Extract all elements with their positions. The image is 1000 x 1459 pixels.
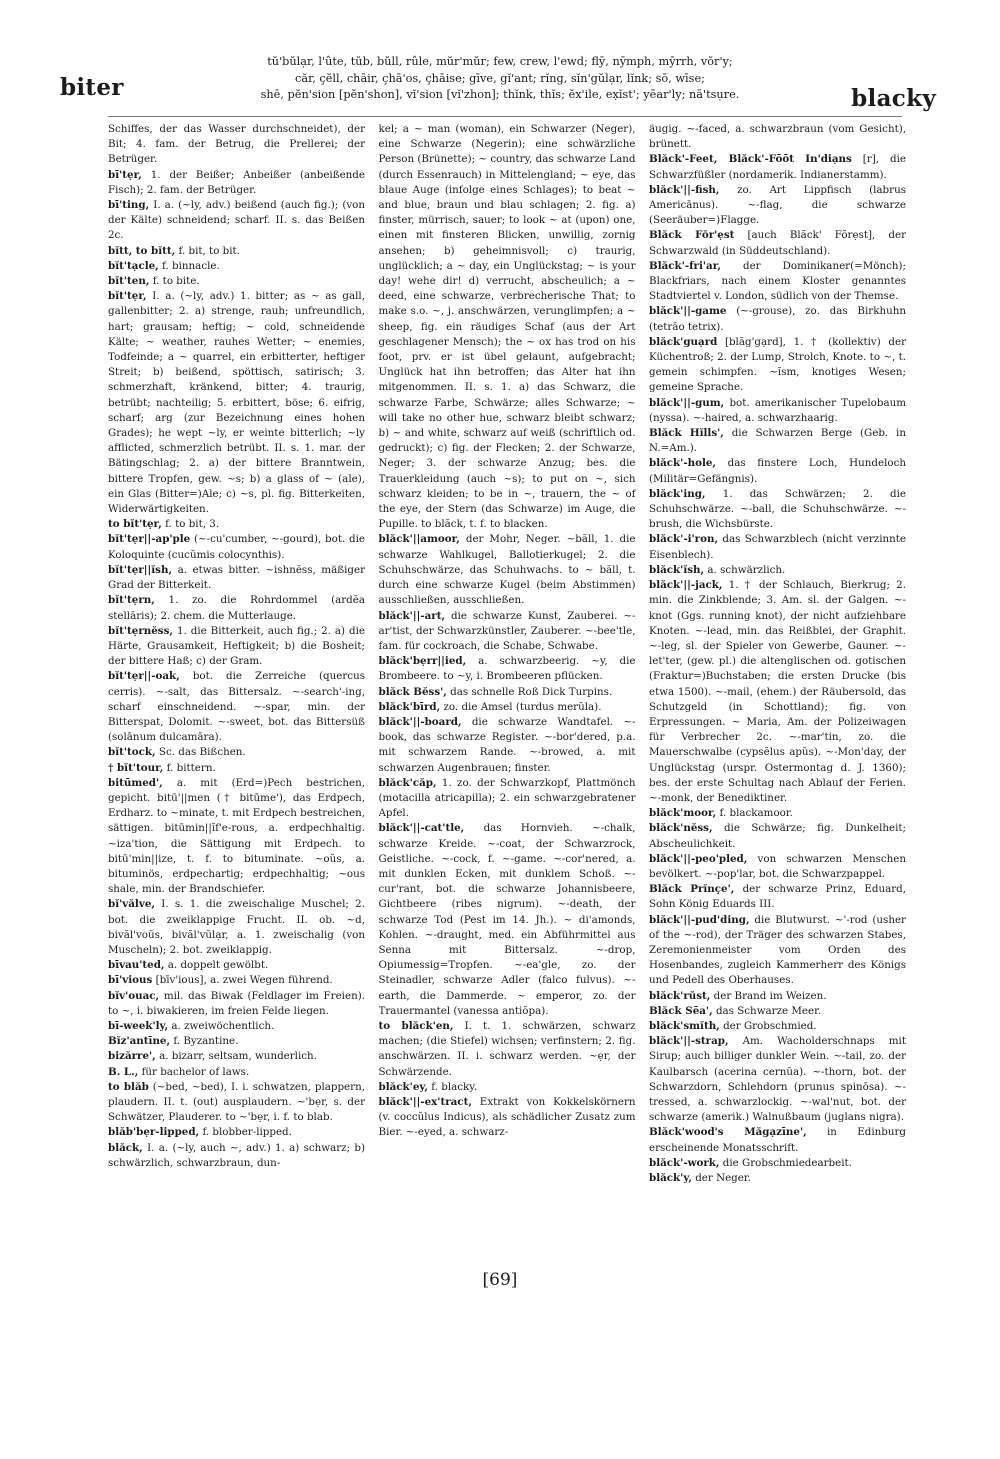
entry-definition: a. bizarr, seltsam, wunderlich. (159, 1050, 317, 1063)
dictionary-entry (379, 654, 636, 684)
entry-headword: bĭt'tẹr||-ap'ple (108, 533, 191, 546)
entry-headword: Blăck Sēa', (649, 1004, 713, 1017)
entry-definition: 1. der Beißer; Anbeißer (anbeißende Fisch); 2. fam. der Betrüger. (108, 168, 365, 196)
entry-headword: bĭt'tẹrn, (108, 594, 155, 607)
entry-headword: blăck'||amoor, (378, 533, 460, 546)
dictionary-entry (108, 958, 365, 973)
dictionary-entry (108, 776, 365, 898)
entry-headword: blăck, (108, 1141, 143, 1154)
dictionary-entry (108, 517, 365, 532)
page-number: [69] (482, 1270, 518, 1290)
entry-definition: mil. das Biwak (Feldlager im Freien). to ~, i. biwakieren, im freien Felde liegen. (108, 989, 365, 1017)
dictionary-entry (108, 122, 365, 168)
entry-definition: das schnelle Roß Dick Turpins. (450, 685, 613, 698)
entry-headword: to blăb (108, 1080, 149, 1093)
entry-definition: f. Byzantine. (173, 1035, 239, 1048)
entry-definition: f. blobber-lipped. (202, 1126, 292, 1139)
entry-definition: I. t. 1. schwärzen, schwarz machen; (die Stiefel) wichsen; verfinstern; 2. fig. anschwärzen. II. i. schwarz werden. ~ẹr, der Schwärzende. (378, 1019, 636, 1078)
column-right (649, 122, 906, 1262)
dictionary-entry (649, 456, 906, 486)
entry-headword: Blăck'-Feet, Blăck'-Fōōt In'diạns (649, 153, 852, 166)
entry-headword: blăck'ey, (378, 1080, 428, 1093)
entry-headword: bĭt'tock, (108, 746, 156, 759)
entry-headword: blăck'||-art, (378, 609, 446, 622)
entry-definition: die Grobschmiedearbeit. (722, 1156, 852, 1169)
dictionary-entry (108, 1065, 365, 1080)
entry-definition: das Hornvieh. ~-chalk, schwarze Kreide. ~-coat, der Schwarzrock, Geistliche. ~-cock, f. ~-game. ~-cor'nered, a. mit dunklen Ecken, mit dunklem Schoß. ~-cur'rant, bot. die schwarze Johannisbeere, Gichtbeere (ribes nigrum). ~-death, der schwarze Tod (Pest im 14. Jh.). ~ di'amonds, Kohlen. ~-draught, med. ein Abführmittel aus Senna mit Bittersalz. ~-drop, Opiumessig=Tropfen. ~-ea'gle, zo. der Steinadler, schwarze Adler (falco fulvus). ~-earth, die Dammerde. ~ emperor, zo. der Trauermantel (vanessa antiŏpa). (378, 822, 636, 1017)
entry-definition: das Schwarzblech (nicht verzinnte Eisenblech). (649, 533, 906, 561)
entry-definition: die Schwärze; fig. Dunkelheit; Abscheulichkeit. (649, 822, 906, 850)
entry-headword: bĭt'tẹr||-oak, (108, 670, 180, 683)
dictionary-entry (649, 183, 906, 229)
entry-headword: bĭt'ten, (108, 275, 150, 288)
entry-definition: f. bittern. (166, 761, 216, 774)
dictionary-entry (108, 563, 365, 593)
entry-headword: blăck'căp, (378, 776, 437, 789)
entry-definition: f. bit, to bit. (178, 244, 240, 257)
entry-definition: [r], die Schwarzfüßler (nordamerik. Indianerstamm). (649, 153, 906, 181)
entry-definition: der schwarze Prinz, Eduard, Sohn König Eduards III. (649, 883, 906, 911)
entry-headword: blăck'-hole, (649, 457, 717, 470)
dictionary-entry (108, 745, 365, 760)
entry-headword: Blăck'-fri'ar, (649, 259, 721, 272)
dictionary-entry (108, 168, 365, 198)
entry-headword: blăck'||-jack, (649, 579, 723, 592)
dictionary-entry (379, 122, 636, 532)
entry-headword: blăck'ĭsh, (649, 563, 705, 576)
dictionary-entry (108, 593, 365, 623)
dictionary-entry (379, 821, 636, 1019)
entry-definition: [blăg'gạrd], 1. † (kollektiv) der Küchentroß; 2. der Lump, Strolch, Knote. to ~, t. gemein schimpfen. ~ĭsm, knotiges Wesen; gemeine Sprache. (649, 335, 906, 394)
dictionary-entry (649, 1019, 906, 1034)
entry-definition: bot. amerikanischer Tupelobaum (nyssa). ~-haired, a. schwarzhaarig. (649, 396, 906, 424)
entry-headword: bizărre', (108, 1050, 156, 1063)
entry-headword: bī'vious (108, 974, 153, 987)
entry-headword: blăck'ing, (649, 487, 706, 500)
entry-definition: Extrakt von Kokkelskörnern (v. coccŭlus Indicus), als schädlicher Zusatz zum Bier. ~-eyed, a. schwarz- (378, 1096, 636, 1139)
dictionary-entry (649, 396, 906, 426)
entry-headword: blăck'||-peo'pled, (649, 852, 748, 865)
pronunciation-key-line: shē, pĕn'sion [pĕn'shon], vĭ'sion [vĭ'zhon]; thĭnk, thĭs; ĕx'ile, ex̣ĭst'; yēar'ly; nā'tsụre. (260, 88, 740, 101)
entry-headword: B. L., (108, 1065, 139, 1078)
entry-headword: blăck'bẹrr||ied, (378, 655, 467, 668)
dictionary-entry (649, 1156, 906, 1171)
entry-headword: bĭv'ouac, (108, 989, 160, 1002)
entry-headword: bīvau'ted, (108, 959, 165, 972)
dictionary-entry (108, 198, 365, 244)
entry-definition: kel; a ~ man (woman), ein Schwarzer (Neger), eine Schwarze (Negerin); eine schwärzliche Person (Brünette); ~ country, das schwarze Land (durch Essenrauch) in Mittelengland; ~ eye, das blaue Auge (infolge eines Schlages); to beat ~ and blue, braun und blau schlagen; 2. fig. a) finster, mürrisch, sauer; to look ~ at (upon) one, einen mit finsteren Blicken, unwillig, zornig ansehen; b) geheimnisvoll; c) traurig, unglücklich; a ~ day, ein Unglückstag; ~ is your day! wehe dir! d) verrucht, abscheulich; a ~ deed, eine schwarze, verbrecherische That; to make s.o. ~, j. anschwärzen, verunglimpfen; a ~ sheep, fig. ein räudiges Schaf (aus der Art geschlagener Mensch); the ~ ox has trod on his foot, prv. er ist übel gelaunt, aufgebracht; Unglück hat ihn betroffen; das Alter hat ihn mitgenommen. II. s. 1. a) das Schwarz, die schwarze Farbe, Schwärze; alles Schwarze; ~ will take no other hue, schwarz bleibt schwarz; b) ~ and white, schwarz auf weiß (schriftlich od. gedruckt); c) fig. der Flecken; 2. der Schwarze, Neger; 3. der schwarze Anzug; bes. die Trauerkleidung (auch ~s); to put on ~, sich schwarz kleiden; to be in ~, trauern, the ~ of the eye, der Stern (das Schwarze) im Auge, die Pupille. to blăck, t. f. to blacken. (378, 123, 636, 531)
dictionary-entry (649, 1171, 906, 1186)
entry-definition: das finstere Loch, Hundeloch (Militär=Gefängnis). (649, 457, 906, 485)
entry-definition: 1. zo. die Rohrdommel (ardĕa stellāris); 2. chem. die Mutterlauge. (108, 594, 365, 622)
dictionary-entry (108, 1141, 365, 1171)
entry-definition: (~-grouse), zo. das Birkhuhn (tetrāo tetrix). (649, 305, 906, 333)
dictionary-entry (649, 487, 906, 533)
entry-headword: blăck'||-board, (378, 715, 462, 728)
entry-definition: [bīv'ious], a. zwei Wegen führend. (155, 974, 333, 987)
dictionary-entry (379, 1019, 636, 1080)
entry-headword: blăck'-i'ron, (649, 533, 719, 546)
entry-definition: I. a. (~ly, adv.) 1. bitter; as ~ as gall, gallenbitter; 2. a) strenge, rauh; unfreundlich, hart; grausam; heftig; ~ cold, schneidende Kälte; ~ weather, rauhes Wetter; ~ enemies, Todfeinde; a ~ quarrel, ein erbitterter, heftiger Streit; b) beißend, spöttisch, satirisch; 3. schmerzhaft, kränkend, bitter; 4. traurig, betrübt; nachteilig; 5. erbittert, böse; 6. eifrig, scharf; arg (zur Bezeichnung eines hohen Grades); he wept ~ly, er weinte bitterlich; ~ly afflicted, schmerzlich betrübt. II. s. 1. mar. der Bätingschlag; 2. a) der bittere Branntwein, bittere Tropfen, gew. ~s; b) a glass of ~ (ale), ein Glas (Bitter=)Ale; c) ~s, pl. fig. Bitterkeiten, Widerwärtigkeiten. (108, 290, 365, 516)
entry-definition: Sc. das Bißchen. (158, 746, 246, 759)
entry-definition: das Schwarze Meer. (715, 1004, 822, 1017)
guide-word-right: blacky (851, 85, 936, 112)
entry-definition: die schwarze Wandtafel. ~-book, das schwarze Register. ~-bor'dered, p.a. mit schwarzem Rande. ~-browed, a. mit schwarzen Augenbrauen; finster. (378, 715, 636, 774)
entry-definition: der Brand im Weizen. (713, 989, 827, 1002)
dictionary-entry (379, 1095, 636, 1141)
dictionary-entry (649, 152, 906, 182)
dictionary-entry (379, 685, 636, 700)
entry-definition: a. etwas bitter. ~ishnĕss, mäßiger Grad der Bitterkeit. (108, 563, 365, 592)
entry-definition: I. a. (~ly, adv.) beißend (auch fig.); (von der Kälte) schneidend; scharf. II. s. das Beißen 2c. (108, 199, 365, 242)
pronunciation-key (210, 54, 790, 104)
entry-headword: blăck'smĭth, (649, 1019, 720, 1032)
column-left (108, 122, 365, 1262)
dictionary-entry (108, 989, 365, 1019)
entry-headword: bĭt'tẹr, (108, 290, 147, 303)
dictionary-entry (649, 821, 906, 851)
dictionary-entry (108, 532, 365, 562)
dictionary-entry (649, 563, 906, 578)
dictionary-entry (649, 913, 906, 989)
entry-headword: blăb'bẹr-lipped, (108, 1126, 200, 1139)
dictionary-entry (649, 578, 906, 806)
entry-definition: a. schwarzbeerig. ~y, die Brombeere. to ~y, i. Brombeeren pflücken. (378, 655, 636, 683)
dictionary-entry (649, 1034, 906, 1125)
entry-definition: a. zweiwöchentlich. (171, 1019, 275, 1032)
dictionary-entry (108, 289, 365, 517)
entry-headword: bĭt'tẹrnĕss, (108, 624, 173, 637)
entry-definition: die Schwarzen Berge (Geb. in N.=Am.). (649, 427, 906, 455)
column-middle (379, 122, 636, 1262)
entry-definition: (~-cu'cumber, ~-gourd), bot. die Koloquinte (cucŭmis colocynthis). (108, 533, 365, 561)
entry-headword: blăck'||-ex'tract, (378, 1096, 472, 1108)
header-rule (108, 116, 902, 117)
entry-headword: Blăck'wood's Măgạzīne', (649, 1126, 807, 1139)
dictionary-entry (649, 989, 906, 1004)
dictionary-entry (649, 532, 906, 562)
entry-definition: bot. die Zerreiche (quercus cerris). ~-salt, das Bittersalz. ~-search'-ing, scharf einschneidend. ~-spar, min. der Bitterspat, Dolomit. ~-sweet, bot. das Bittersüß (solānum dulcamāra). (108, 670, 365, 744)
entry-definition: 1. zo. der Schwarzkopf, Plattmönch (motacilla atricapilla); 2. ein schwarzgebratener Apfel. (378, 776, 636, 820)
entry-headword: blăck Bĕss', (378, 685, 447, 698)
entry-headword: Bĭz'antīne, (108, 1035, 171, 1048)
dictionary-entry (108, 624, 365, 670)
entry-definition: a. schwärzlich. (707, 563, 786, 576)
entry-headword: bitūmed', (108, 776, 163, 789)
entry-definition: von schwarzen Menschen bevölkert. ~-pop'lar, bot. die Schwarzpappel. (649, 852, 906, 880)
dictionary-entry (649, 806, 906, 821)
dictionary-entry (379, 1080, 636, 1095)
entry-headword: Blăck Hĭlls', (649, 427, 724, 440)
entry-headword: bĭtt, to bĭtt, (108, 244, 176, 257)
pronunciation-key-line: tŭ'bŭlạr, l'ûte, tŭb, bŭll, rûle, mŭr'mŭr; few, crew, l'ewd; flȳ, nȳmph, mȳrrh, vŏr'y; (267, 55, 733, 68)
entry-headword: Blăck Fŏr'ẹst (649, 229, 735, 242)
entry-headword: blăck'rŭst, (649, 989, 711, 1002)
entry-columns (108, 122, 906, 1262)
entry-definition: äugig. ~-faced, a. schwarzbraun (vom Gesicht), brünett. (649, 123, 906, 151)
dictionary-entry (108, 1080, 365, 1126)
entry-definition: f. to bite. (152, 275, 200, 288)
dictionary-entry (649, 304, 906, 334)
entry-headword: bĭt'tẹr||ĭsh, (108, 563, 173, 576)
dictionary-entry (108, 244, 365, 259)
entry-headword: Blăck Prĭnçe', (649, 883, 735, 896)
dictionary-entry (649, 259, 906, 305)
entry-definition: a. doppelt gewölbt. (167, 959, 269, 972)
entry-definition: a. mit (Erd=)Pech bestrichen, gepicht. bitū'||men († bitūme'), das Erdpech, Erdharz. to ~minate, t. mit Erdpech bestreichen, sättigen. bitūmin||ĭf'e-rous, a. erdpechhaltig. ~iza'tion, die Sättigung mit Erdpech. to bitū'min||ize, t. f. to bituminate. ~oŭs, a. bituminös, erdpechartig; erdpechhaltig; ~ous shale, min. der Brandschiefer. (108, 776, 365, 896)
entry-headword: bĭt'tạcle, (108, 259, 159, 272)
dictionary-entry (108, 1019, 365, 1034)
entry-definition: f. binnacle. (162, 259, 220, 272)
dictionary-entry (108, 669, 365, 745)
entry-definition: zo. Art Lippfisch (labrus Americānus). ~-flag, die schwarze (Seeräuber=)Flagge. (649, 183, 906, 227)
guide-word-left: biter (60, 74, 124, 101)
dictionary-entry (649, 335, 906, 396)
entry-headword: blăck'moor, (649, 807, 717, 820)
entry-definition: 1. die Bitterkeit, auch fig.; 2. a) die Härte, Grausamkeit, Heftigkeit; b) die Bosheit; der bittere Haß; c) der Gram. (108, 624, 365, 668)
entry-definition: in Edinburg erscheinende Monatsschrift. (649, 1126, 906, 1154)
dictionary-entry (108, 1049, 365, 1064)
entry-headword: bī'ting, (108, 199, 150, 212)
dictionary-entry (379, 715, 636, 776)
dictionary-entry (108, 259, 365, 274)
dictionary-entry (649, 228, 906, 258)
entry-definition: I. a. (~ly, auch ~, adv.) 1. a) schwarz; b) schwärzlich, schwarzbraun, dun- (108, 1141, 365, 1169)
dictionary-entry (108, 897, 365, 958)
dictionary-entry (649, 1125, 906, 1155)
entry-definition: zo. die Amsel (turdus merŭla). (443, 700, 602, 713)
dictionary-entry (649, 882, 906, 912)
dictionary-entry (108, 1125, 365, 1140)
entry-headword: to bĭt'tẹr, (108, 518, 162, 531)
dictionary-entry (108, 274, 365, 289)
entry-definition: 1. † der Schlauch, Bierkrug; 2. min. die Zinkblende; 3. Am. sl. der Galgen. ~-knot (Ggs. running knot), der nicht aufziehbare Knoten. ~-lead, min. das Reißblei, der Graphit. ~-leg, sl. der Spieler von Gewerbe, Gauner. ~-let'ter, (gew. pl.) die altenglischen od. gotischen (Fraktur=)Buchstaben; die ersten Drucke (bis etwa 1500). ~-mail, (ehem.) der Räubersold, das Schutzgeld (in Schottland); fig. von Erpressungen. ~ Maria, Am. der Polizeiwagen für Verbrecher 2c. ~-mar'tin, zo. die Mauerschwalbe (cypsĕlus apŭs). ~-Mon'day, der Unglückstag (urspr. Ostermontag d. J. 1360); bes. der erste Schultag nach Ablauf der Ferien. ~-monk, der Benediktiner. (649, 579, 906, 804)
entry-definition: Schiffes, der das Wasser durchschneidet), der Bit; 4. fam. der Betrug, die Prellerei; der Betrüger. (108, 123, 365, 166)
entry-headword: blăck'||-strap, (649, 1035, 729, 1048)
entry-headword: blăck'guạrd (649, 335, 718, 348)
entry-definition: f. blackamoor. (719, 807, 793, 820)
entry-definition: der Grobschmied. (723, 1019, 817, 1032)
entry-definition: der Mohr, Neger. ~băll, 1. die schwarze Wahlkugel, Ballotierkugel; 2. die Schuhschwärze, das Schuhwachs. to ~ băll, t. durch eine schwarze Kugel (beim Abstimmen) ausschließen, ausschließen. (378, 533, 636, 607)
entry-definition: f. to bit, 3. (165, 518, 220, 531)
entry-definition: die Blutwurst. ~'-rod (usher of the ~-rod), der Träger des schwarzen Stabes, Zeremonienmeister vom Orden des Hosenbandes, zugleich Kammerherr des Königs und Pedell des Oberhauses. (649, 913, 906, 987)
entry-definition: 1. das Schwärzen; 2. die Schuhschwärze. ~-ball, die Schuhschwärze. ~-brush, die Wichsbürste. (649, 487, 906, 531)
entry-definition: der Neger. (695, 1172, 751, 1185)
entry-headword: blăck'||-cat'tle, (378, 822, 465, 835)
dictionary-entry (649, 852, 906, 882)
entry-definition: [auch Blăck' Fŏrẹst], der Schwarzwald (in Süddeutschland). (649, 229, 906, 257)
entry-definition: die schwarze Kunst, Zauberei. ~-ar'tist, der Schwarzkünstler, Zauberer. ~-bee'tle, fam. für cockroach, die Schabe, Schwabe. (378, 609, 636, 652)
dictionary-entry (379, 532, 636, 608)
entry-headword: blăck'bīrd, (378, 700, 441, 713)
entry-definition: für bachelor of laws. (141, 1065, 250, 1078)
entry-headword: bī-week'ly, (108, 1019, 169, 1032)
entry-headword: bī'tẹr, (108, 168, 142, 181)
entry-definition: Am. Wacholderschnaps mit Sirup; auch billiger dunkler Wein. ~-tail, zo. der Kaulbarsch (acerina cernŭa). ~-thorn, bot. der Schwarzdorn, Schlehdorn (prunus spinōsa). ~-tressed, a. schwarzlockig. ~-wal'nut, bot. der schwarze (amerik.) Walnußbaum (juglans nigra). (649, 1035, 906, 1124)
dictionary-entry (649, 122, 906, 152)
dictionary-entry (379, 609, 636, 655)
dictionary-entry (649, 1004, 906, 1019)
entry-definition: (~bed, ~bed), I. i. schwatzen, plappern, plaudern. II. t. (out) ausplaudern. ~'bẹr, s. der Schwätzer, Plauderer. to ~'bẹr, i. f. to blab. (108, 1080, 365, 1124)
dictionary-entry (649, 426, 906, 456)
entry-definition: f. blacky. (431, 1080, 478, 1093)
pronunciation-key-line: căr, çĕll, chāir, çhā'os, çhāise; gīve, gĭ'ant; rĭng, sĭn'gŭlạr, lĭnk; sō, wīse; (295, 71, 705, 85)
dictionary-entry (108, 761, 365, 776)
entry-headword: bĭ'vălve, (108, 898, 155, 911)
entry-headword: blăck'||-gum, (649, 396, 725, 409)
entry-headword: blăck'-work, (649, 1156, 720, 1169)
dictionary-entry (379, 776, 636, 822)
entry-headword: † bĭt'tour, (108, 761, 164, 774)
dictionary-entry (379, 700, 636, 715)
entry-headword: blăck'||-pud'ding, (649, 913, 750, 926)
entry-headword: blăck'y, (649, 1172, 692, 1185)
entry-definition: I. s. 1. die zweischalige Muschel; 2. bot. die zweiklappige Frucht. II. ob. ~d, bivăl'voŭs, bivăl'vŭlạr, a. 1. zweischalig (von Muscheln); 2. bot. zweiklappig. (108, 898, 365, 956)
entry-definition: der Dominikaner(=Mönch); Blackfriars, nach einem Kloster genanntes Stadtviertel v. London, südlich von der Themse. (649, 259, 906, 303)
dictionary-entry (108, 1034, 365, 1049)
entry-headword: blăck'||-game (649, 305, 727, 318)
dictionary-entry (108, 973, 365, 988)
entry-headword: blăck'||-fish, (649, 183, 720, 196)
entry-headword: blăck'nĕss, (649, 822, 713, 835)
entry-headword: to blăck'en, (378, 1019, 454, 1032)
